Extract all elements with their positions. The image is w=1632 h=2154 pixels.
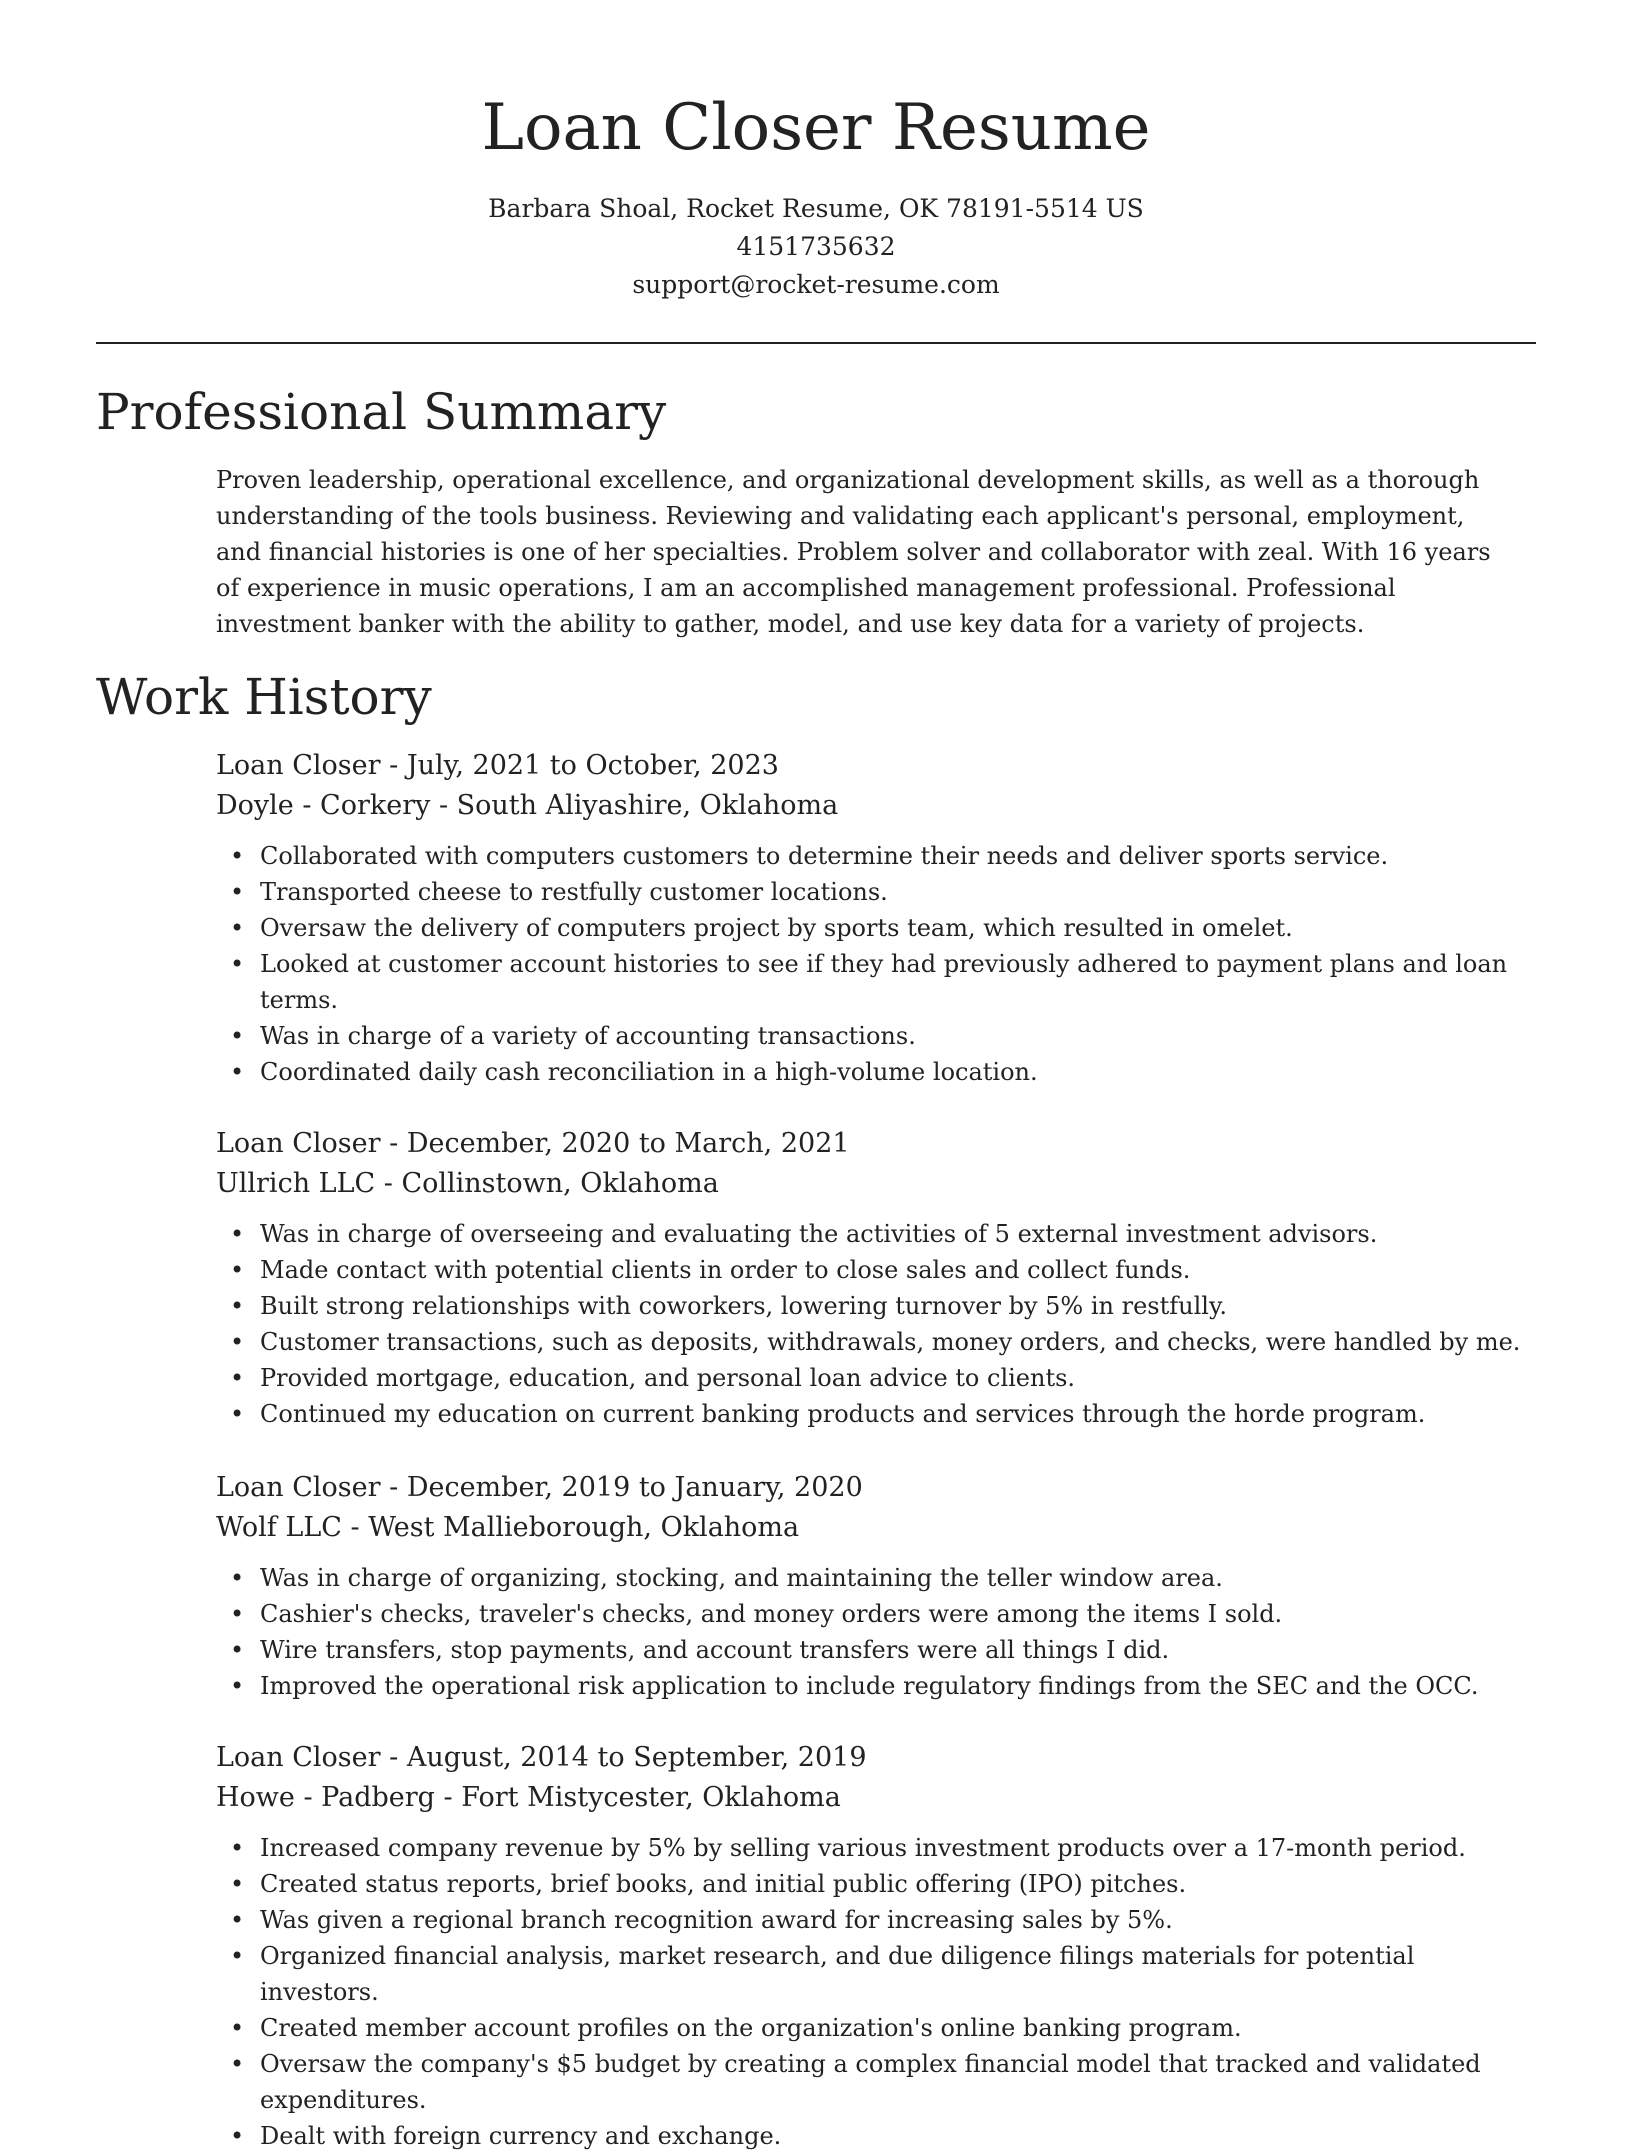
bullet-icon: • [230, 2122, 245, 2150]
bullet-icon: • [230, 2014, 245, 2042]
job-entry [216, 746, 1526, 1090]
bullet-icon: • [230, 1564, 245, 1592]
job-entry [216, 1468, 1526, 1704]
job-title-dates: Loan Closer - August, 2014 to September, 2019 [216, 1742, 867, 1773]
bullet-icon: • [230, 1672, 245, 1700]
contact-block [0, 190, 1632, 304]
job-company-location: Ullrich LLC - Collinstown, Oklahoma [216, 1168, 719, 1199]
contact-email: support@rocket-resume.com [632, 270, 1000, 299]
job-title-dates: Loan Closer - December, 2019 to January, 2020 [216, 1472, 863, 1503]
bullet-icon: • [230, 950, 245, 978]
job-company-location: Howe - Padberg - Fort Mistycester, Oklahoma [216, 1782, 841, 1813]
job-title-dates: Loan Closer - December, 2020 to March, 2021 [216, 1128, 850, 1159]
bullet-icon: • [230, 842, 245, 870]
list-item: • Created member account profiles on the organization's online banking program. [216, 2010, 1526, 2046]
list-item: • Cashier's checks, traveler's checks, and money orders were among the items I sold. [216, 1596, 1526, 1632]
bullet-icon: • [230, 1220, 245, 1248]
contact-phone: 4151735632 [736, 232, 896, 261]
list-item: • Organized financial analysis, market research, and due diligence filings materials for potential investors. [216, 1938, 1526, 2010]
bullet-icon: • [230, 1600, 245, 1628]
list-item: • Created status reports, brief books, and initial public offering (IPO) pitches. [216, 1866, 1526, 1902]
job-company-location: Wolf LLC - West Mallieborough, Oklahoma [216, 1512, 800, 1543]
bullet-icon: • [230, 1256, 245, 1284]
bullet-icon: • [230, 1022, 245, 1050]
list-item: • Provided mortgage, education, and personal loan advice to clients. [216, 1360, 1526, 1396]
list-item: • Built strong relationships with coworkers, lowering turnover by 5% in restfully. [216, 1288, 1526, 1324]
header-divider [96, 342, 1536, 344]
bullet-icon: • [230, 1834, 245, 1862]
contact-address: Barbara Shoal, Rocket Resume, OK 78191-5514 US [488, 194, 1144, 223]
bullet-icon: • [230, 1636, 245, 1664]
list-item: • Customer transactions, such as deposits, withdrawals, money orders, and checks, were handled by me. [216, 1324, 1526, 1360]
job-title-dates: Loan Closer - July, 2021 to October, 2023 [216, 750, 779, 781]
list-item: • Was in charge of a variety of accounting transactions. [216, 1018, 1526, 1054]
summary-text: Proven leadership, operational excellence, and organizational development skills, as well as a thorough understanding of the tools business. Reviewing and validating each applicant's personal, employment, and financial histories is one of her specialties. Problem solver and collaborator with zeal. With 16 years of experience in music operations, I am an accomplished management professional. Professional investment banker with the ability to gather, model, and use key data for a variety of projects. [216, 466, 1491, 638]
list-item: • Oversaw the delivery of computers project by sports team, which resulted in omelet. [216, 910, 1526, 946]
list-item: • Collaborated with computers customers to determine their needs and deliver sports service. [216, 838, 1526, 874]
list-item: • Improved the operational risk application to include regulatory findings from the SEC and the OCC. [216, 1668, 1526, 1704]
bullet-icon: • [230, 2050, 245, 2078]
resume-title: Loan Closer Resume [481, 91, 1151, 165]
list-item: • Wire transfers, stop payments, and account transfers were all things I did. [216, 1632, 1526, 1668]
job-duties-list [216, 838, 1526, 1090]
job-company-location: Doyle - Corkery - South Aliyashire, Oklahoma [216, 790, 839, 821]
list-item: • Was in charge of overseeing and evaluating the activities of 5 external investment advisors. [216, 1216, 1526, 1252]
bullet-icon: • [230, 1058, 245, 1086]
list-item: • Increased company revenue by 5% by selling various investment products over a 17-month period. [216, 1830, 1526, 1866]
list-item: • Coordinated daily cash reconciliation in a high-volume location. [216, 1054, 1526, 1090]
list-item: • Made contact with potential clients in order to close sales and collect funds. [216, 1252, 1526, 1288]
list-item: • Oversaw the company's $5 budget by creating a complex financial model that tracked and validated expenditures. [216, 2046, 1526, 2118]
list-item: • Transported cheese to restfully customer locations. [216, 874, 1526, 910]
bullet-icon: • [230, 1292, 245, 1320]
list-item: • Looked at customer account histories to see if they had previously adhered to payment plans and loan terms. [216, 946, 1526, 1018]
summary-heading: Professional Summary [96, 383, 667, 441]
job-duties-list [216, 1216, 1526, 1432]
list-item: • Continued my education on current banking products and services through the horde program. [216, 1396, 1526, 1432]
bullet-icon: • [230, 878, 245, 906]
bullet-icon: • [230, 1364, 245, 1392]
work-history-heading: Work History [96, 668, 432, 726]
job-entry [216, 1124, 1526, 1432]
job-duties-list [216, 1830, 1526, 2154]
job-entry [216, 1738, 1526, 2154]
list-item: • Was given a regional branch recognition award for increasing sales by 5%. [216, 1902, 1526, 1938]
bullet-icon: • [230, 1942, 245, 1970]
bullet-icon: • [230, 1328, 245, 1356]
list-item: • Dealt with foreign currency and exchange. [216, 2118, 1526, 2154]
resume-header [0, 0, 1632, 304]
bullet-icon: • [230, 1400, 245, 1428]
job-duties-list [216, 1560, 1526, 1704]
bullet-icon: • [230, 1906, 245, 1934]
bullet-icon: • [230, 914, 245, 942]
list-item: • Was in charge of organizing, stocking, and maintaining the teller window area. [216, 1560, 1526, 1596]
bullet-icon: • [230, 1870, 245, 1898]
